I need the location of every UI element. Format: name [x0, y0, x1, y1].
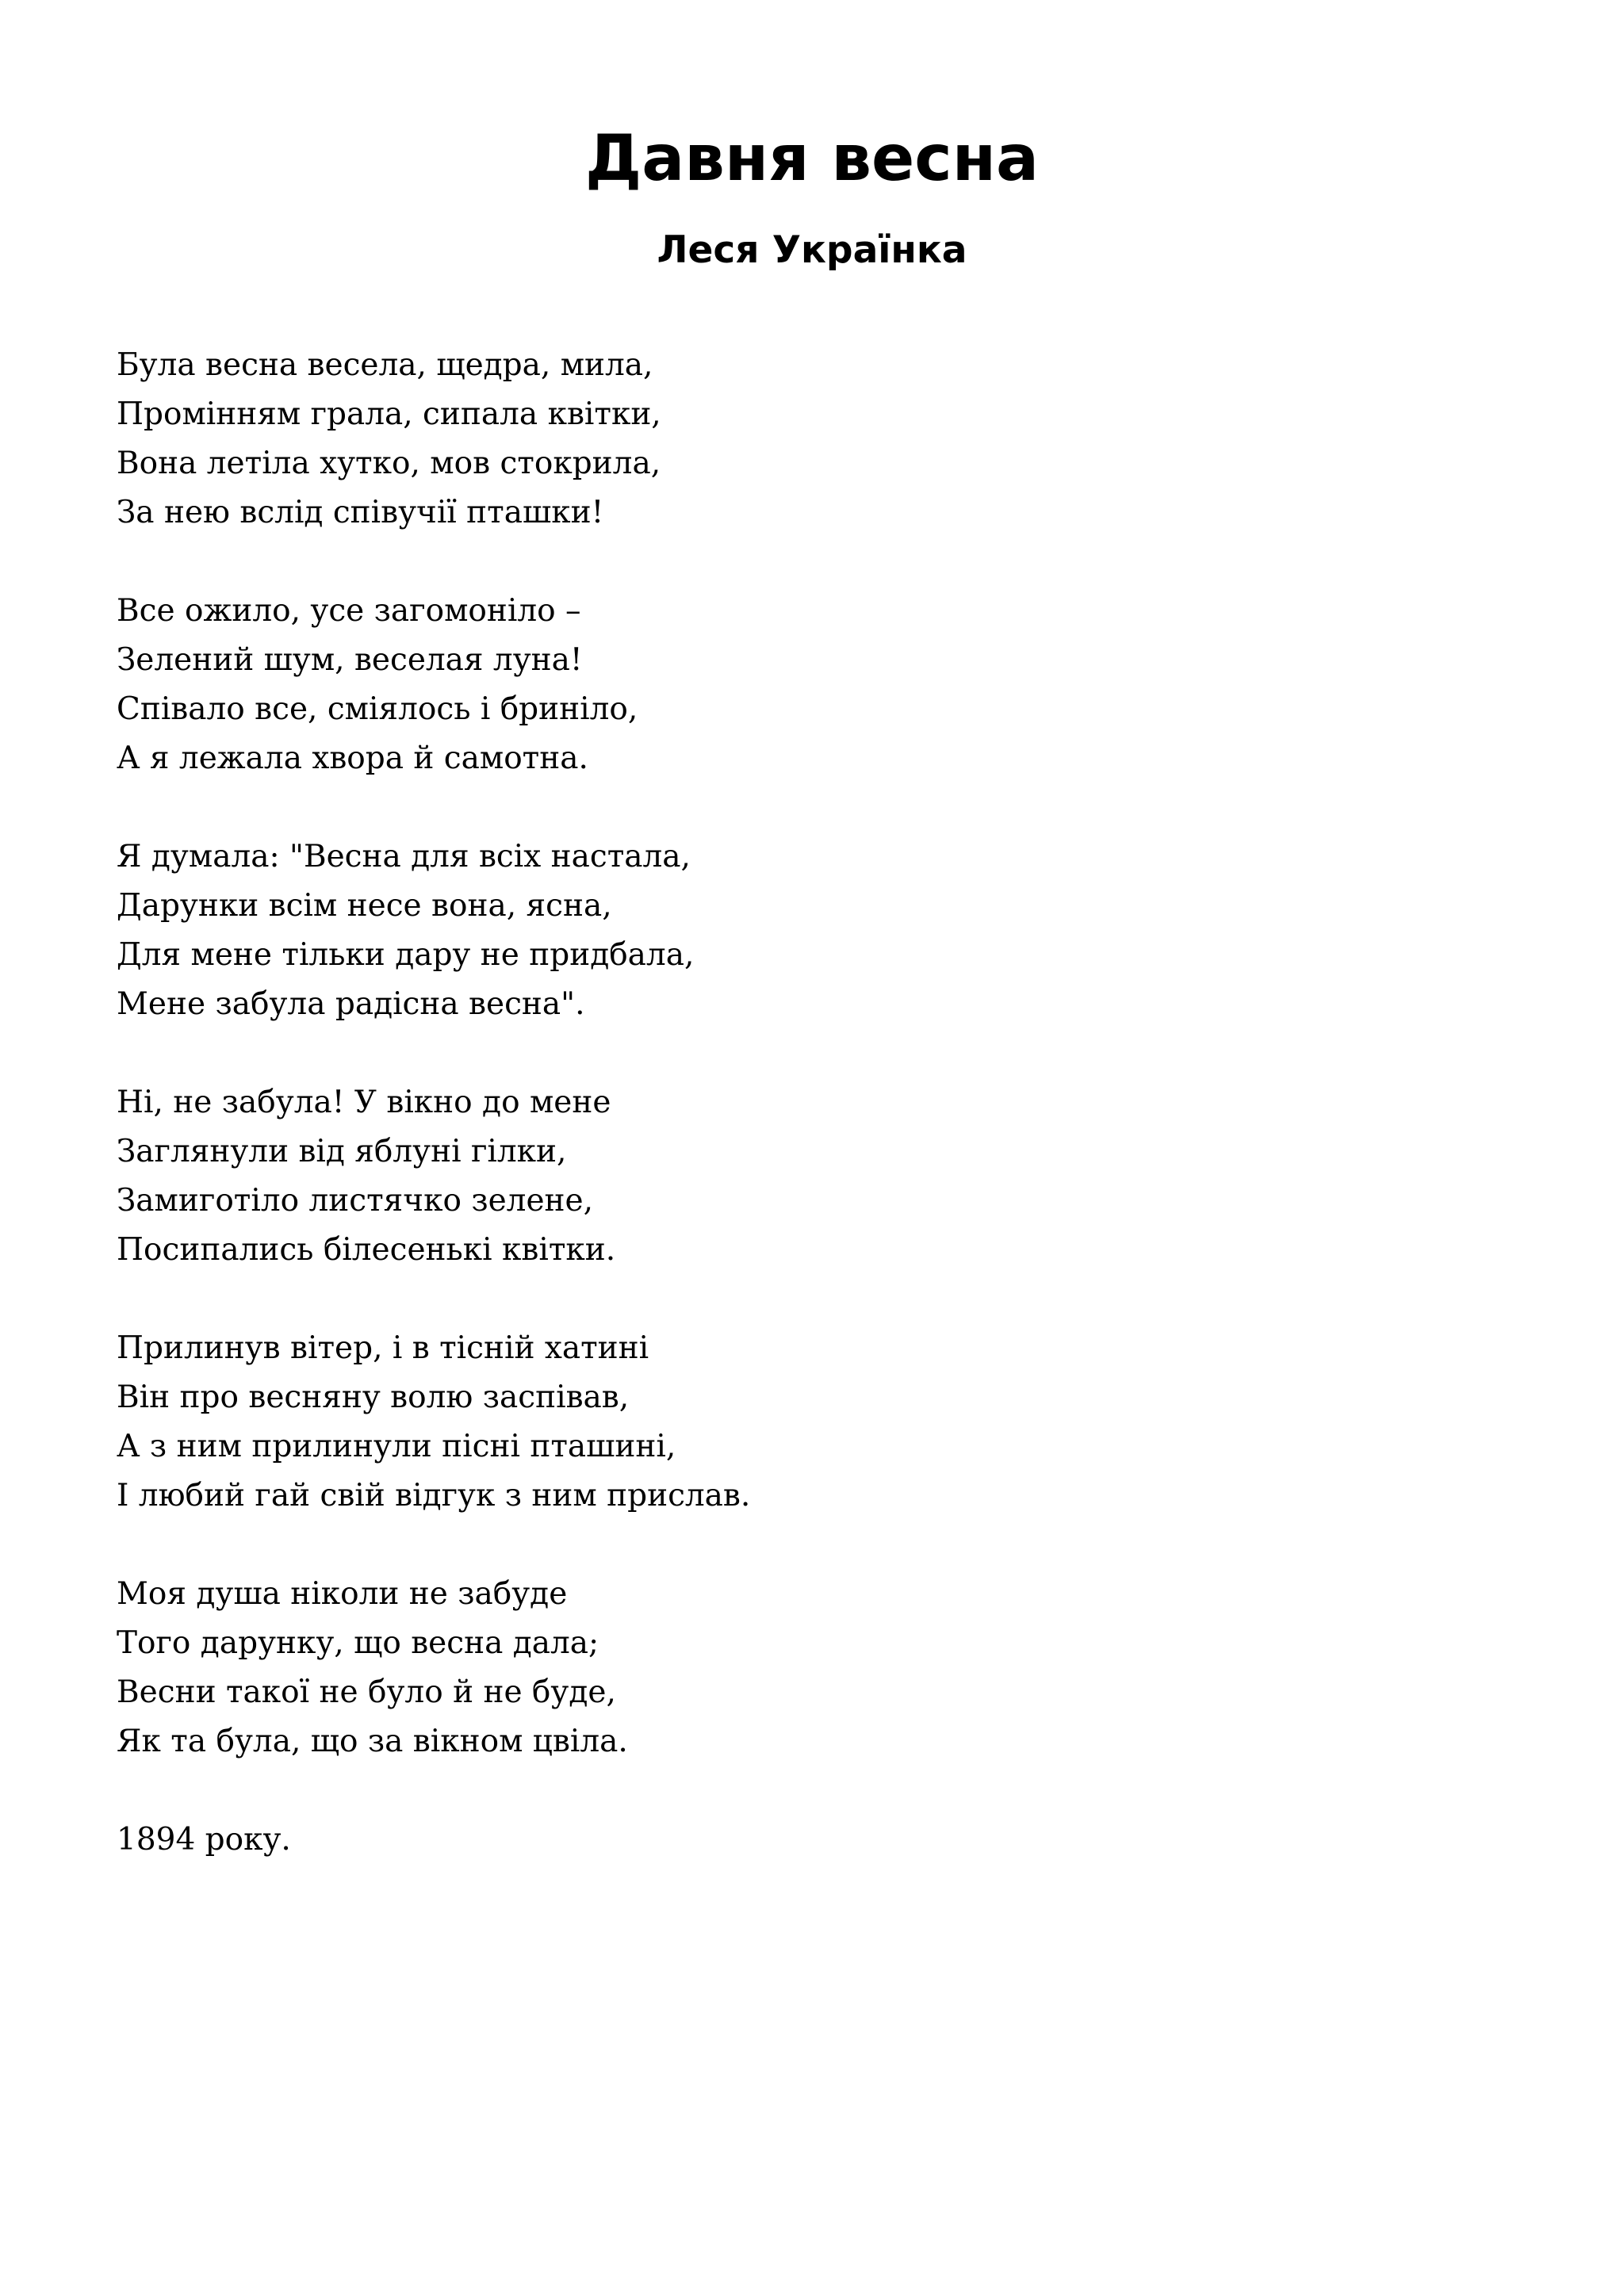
poem-line: Все ожило, усе загомоніло –: [117, 593, 581, 629]
poem-line: Була весна весела, щедра, мила,: [117, 347, 653, 383]
poem-line: Дарунки всім несе вона, ясна,: [117, 888, 612, 924]
stanza: [117, 1570, 1544, 1766]
poem-line: Я думала: "Весна для всіх настала,: [117, 839, 691, 874]
stanza: [117, 587, 1544, 783]
poem-line: Для мене тільки дару не придбала,: [117, 937, 695, 973]
poem-author: Леся Українка: [657, 228, 967, 272]
poem-date: 1894 року.: [117, 1822, 291, 1858]
poem-line: Прилинув вітер, і в тісній хатині: [117, 1330, 649, 1366]
poem-line: Заглянули від яблуні гілки,: [117, 1134, 567, 1169]
stanza: [117, 1324, 1544, 1521]
poem-line: Зелений шум, веселая луна!: [117, 642, 583, 678]
poem-line: Співало все, сміялось і бриніло,: [117, 691, 638, 727]
poem-body: [117, 341, 1544, 1865]
poem-line: За нею вслід співучії пташки!: [117, 495, 604, 530]
poem-line: І любий гай свій відгук з ним прислав.: [117, 1478, 751, 1513]
stanza: [117, 1078, 1544, 1275]
poem-line: А я лежала хвора й самотна.: [117, 740, 588, 776]
poem-line: Посипались білесенькі квітки.: [117, 1232, 616, 1268]
poem-line: А з ним прилинули пісні пташині,: [117, 1429, 676, 1464]
poem-line: Промінням грала, сипала квітки,: [117, 396, 661, 432]
poem-line: Того дарунку, що весна дала;: [117, 1625, 599, 1661]
poem-line: Моя душа ніколи не забуде: [117, 1576, 568, 1612]
poem-line: Замиготіло листячко зелене,: [117, 1183, 593, 1219]
poem-line: Вона летіла хутко, мов стокрила,: [117, 446, 661, 481]
stanza: [117, 341, 1544, 538]
poem-line: Ні, не забула! У вікно до мене: [117, 1085, 611, 1120]
stanza: [117, 832, 1544, 1029]
poem-line: Як та була, що за вікном цвіла.: [117, 1724, 628, 1759]
poem-line: Він про весняну волю заспівав,: [117, 1380, 630, 1415]
poem-line: Мене забула радісна весна".: [117, 986, 585, 1022]
poem-line: Весни такої не було й не буде,: [117, 1674, 616, 1710]
poem-title: Давня весна: [585, 121, 1039, 195]
